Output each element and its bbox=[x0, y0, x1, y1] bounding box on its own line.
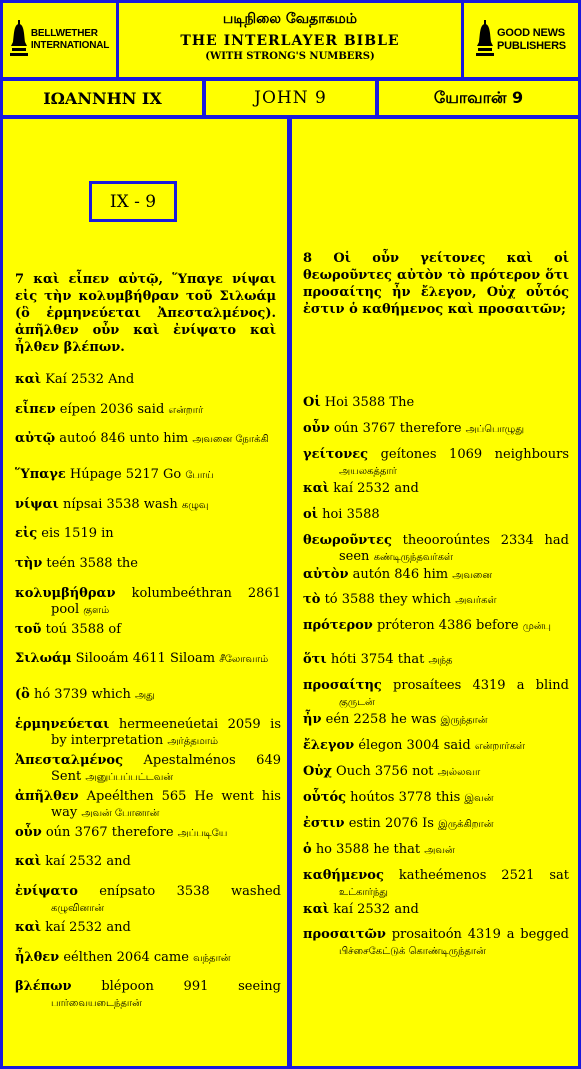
tamil-gloss: குருடன் bbox=[339, 697, 375, 709]
tamil-gloss: இருக்கிறான் bbox=[438, 818, 494, 830]
greek-word: καὶ bbox=[15, 854, 42, 870]
tamil-gloss: அவனை நோக்கி bbox=[192, 434, 269, 446]
tamil-gloss: கழுவு bbox=[181, 499, 209, 511]
greek-word: ἔλεγον bbox=[303, 738, 355, 754]
word-entry bbox=[303, 927, 569, 961]
transliteration-gloss: próteron 4386 before bbox=[376, 618, 519, 634]
word-list bbox=[303, 395, 569, 961]
tamil-gloss: முன்பு bbox=[522, 621, 551, 633]
greek-word: εἶπεν bbox=[15, 401, 56, 417]
word-entry bbox=[303, 712, 569, 738]
bellwether-logo bbox=[3, 3, 116, 77]
tamil-gloss: அயலகத்தார் bbox=[339, 465, 397, 477]
greek-word: ἑρμηνεύεται bbox=[15, 716, 110, 732]
word-entry bbox=[15, 687, 281, 717]
greek-word: αὐτὸν bbox=[303, 566, 349, 582]
word-entry bbox=[15, 884, 281, 920]
bellwether-bell-icon bbox=[10, 20, 28, 60]
tamil-gloss: இருந்தான் bbox=[440, 715, 488, 727]
word-entry bbox=[303, 481, 569, 507]
tamil-gloss: என்றார் bbox=[168, 404, 204, 416]
transliteration-gloss: katheémenos 2521 sat bbox=[398, 867, 569, 883]
word-entry bbox=[303, 652, 569, 678]
bellwether-logo-text bbox=[31, 28, 109, 52]
title-block bbox=[119, 3, 461, 77]
tamil-gloss: அவன் bbox=[424, 844, 455, 856]
greek-word: Ὕπαγε bbox=[15, 467, 66, 483]
word-entry bbox=[303, 842, 569, 868]
transliteration-gloss: Apestalménos 649 Sent bbox=[51, 752, 281, 784]
greek-word: Σιλωάμ bbox=[15, 651, 72, 667]
greek-word: ἀπῆλθεν bbox=[15, 788, 79, 804]
greek-word: ἦλθεν bbox=[15, 949, 60, 965]
greek-word: καὶ bbox=[303, 901, 330, 917]
word-entry bbox=[15, 651, 281, 687]
transliteration-gloss: Hoi 3588 The bbox=[324, 395, 415, 410]
transliteration-gloss: teén 3588 the bbox=[46, 555, 138, 571]
transliteration-gloss: Húpage 5217 Go bbox=[69, 467, 182, 483]
tamil-gloss: அது bbox=[134, 690, 155, 702]
word-entry bbox=[303, 678, 569, 712]
word-entry bbox=[15, 950, 281, 980]
tamil-gloss: அப்படியே bbox=[177, 827, 228, 839]
greek-word: ὁ bbox=[303, 841, 312, 857]
transliteration-gloss: Silooám 4611 Siloam bbox=[75, 651, 216, 667]
word-entry bbox=[15, 854, 281, 884]
greek-word: πρότερον bbox=[303, 618, 373, 634]
good-news-bell-icon bbox=[476, 20, 494, 60]
word-entry bbox=[15, 372, 281, 402]
greek-word: οἱ bbox=[303, 506, 318, 522]
tamil-gloss: அனுப்பப்பட்டவன் bbox=[85, 771, 174, 783]
transliteration-gloss: toú 3588 of bbox=[45, 621, 122, 637]
word-entry bbox=[303, 902, 569, 928]
greek-word: νίψαι bbox=[15, 496, 59, 512]
tamil-gloss: அர்த்தமாம் bbox=[167, 735, 219, 747]
good-news-logo-text bbox=[497, 27, 566, 53]
greek-word: προσαιτῶν bbox=[303, 927, 386, 943]
tamil-gloss: வந்தான் bbox=[193, 952, 231, 964]
transliteration-gloss: Kaí 2532 And bbox=[45, 372, 135, 387]
greek-word: ἐστιν bbox=[303, 815, 345, 831]
book-english: JOHN 9 bbox=[206, 81, 375, 115]
transliteration-gloss: kaí 2532 and bbox=[333, 480, 419, 496]
transliteration-gloss: autón 846 him bbox=[352, 566, 449, 582]
greek-word: οὗτός bbox=[303, 789, 347, 805]
transliteration-gloss: Apeélthen 565 He went his way bbox=[51, 788, 281, 820]
chapter-label: IX - 9 bbox=[89, 181, 177, 222]
title-tamil: படிநிலை வேதாகமம் bbox=[222, 11, 358, 27]
greek-word: καὶ bbox=[15, 919, 42, 935]
logo-line: INTERNATIONAL bbox=[30, 40, 110, 51]
word-entry bbox=[303, 592, 569, 618]
transliteration-gloss: kaí 2532 and bbox=[45, 919, 131, 935]
transliteration-gloss: eípen 2036 said bbox=[59, 401, 165, 417]
logo-line: BELLWETHER bbox=[30, 28, 98, 39]
greek-word: εἰς bbox=[15, 526, 38, 542]
word-entry bbox=[303, 816, 569, 842]
transliteration-gloss: hoi 3588 bbox=[322, 506, 380, 522]
tamil-gloss: என்றார்கள் bbox=[474, 741, 525, 753]
word-entry bbox=[15, 402, 281, 432]
tamil-gloss: அவர்கள் bbox=[455, 595, 497, 607]
logo-line: PUBLISHERS bbox=[497, 40, 566, 52]
transliteration-gloss: enípsato 3538 washed bbox=[99, 883, 281, 899]
transliteration-gloss: geítones 1069 neighbours bbox=[380, 446, 569, 462]
tamil-gloss: போய் bbox=[185, 470, 214, 482]
word-entry bbox=[303, 764, 569, 790]
tamil-gloss: அவன் போனான் bbox=[81, 807, 160, 819]
word-entry bbox=[15, 467, 281, 497]
greek-word: Ἀπεσταλμένος bbox=[15, 752, 123, 768]
greek-word: οὖν bbox=[15, 824, 42, 840]
tamil-gloss: அப்பொழுது bbox=[465, 423, 525, 435]
word-entry bbox=[15, 825, 281, 855]
greek-word: κολυμβήθραν bbox=[15, 585, 116, 601]
word-entry bbox=[303, 507, 569, 533]
word-entry bbox=[15, 586, 281, 622]
transliteration-gloss: oún 3767 therefore bbox=[333, 420, 462, 436]
word-entry bbox=[15, 497, 281, 527]
transliteration-gloss: oún 3767 therefore bbox=[45, 824, 174, 840]
word-entry bbox=[15, 920, 281, 950]
transliteration-gloss: Ouch 3756 not bbox=[336, 764, 434, 780]
word-entry bbox=[303, 790, 569, 816]
verse-text: 8 Οἱ οὖν γείτονες καὶ οἱ θεωροῦντες αὐτὸν τὸ πρότερον ὅτι προσαίτης ἦν ἔλεγον, Οὐχ οὗτός ἐστιν ὁ καθήμενος καὶ προσαιτῶν; bbox=[303, 251, 569, 317]
tamil-gloss: சீலோவாம் bbox=[219, 654, 269, 666]
tamil-gloss: குளம் bbox=[83, 604, 110, 616]
greek-word: οὖν bbox=[303, 420, 330, 436]
greek-word: (ὃ bbox=[15, 687, 30, 703]
greek-word: ἐνίψατο bbox=[15, 883, 78, 899]
greek-word: ἦν bbox=[303, 712, 322, 728]
greek-word: θεωροῦντες bbox=[303, 532, 392, 548]
transliteration-gloss: prosaítees 4319 a blind bbox=[393, 678, 569, 694]
transliteration-gloss: hó 3739 which bbox=[33, 687, 131, 703]
word-entry bbox=[15, 979, 281, 1015]
transliteration-gloss: eén 2258 he was bbox=[325, 712, 437, 728]
transliteration-gloss: tó 3588 they which bbox=[324, 592, 452, 608]
book-greek: ΙΩΑΝΝΗΝ IX bbox=[3, 81, 202, 115]
tamil-gloss: கண்டிருந்தவர்கள் bbox=[373, 551, 454, 563]
greek-word: καὶ bbox=[15, 372, 42, 387]
word-entry bbox=[303, 533, 569, 567]
word-list bbox=[15, 372, 281, 1015]
tamil-gloss: பார்வையடைந்தான் bbox=[51, 998, 142, 1010]
transliteration-gloss: eis 1519 in bbox=[41, 526, 114, 542]
word-entry bbox=[15, 556, 281, 586]
transliteration-gloss: nípsai 3538 wash bbox=[62, 496, 178, 512]
greek-word: ὅτι bbox=[303, 652, 327, 668]
transliteration-gloss: kolumbeéthran 2861 pool bbox=[51, 585, 281, 617]
word-entry bbox=[15, 753, 281, 789]
greek-word: τὴν bbox=[15, 555, 43, 571]
transliteration-gloss: prosaitoón 4319 a begged bbox=[391, 927, 569, 943]
verse-text: 7 καὶ εἶπεν αὐτῷ, Ὕπαγε νίψαι εἰς τὴν κολυμβήθραν τοῦ Σιλωάμ (ὃ ἑρμηνεύεται Ἀπεσταλμένος). ἀπῆλθεν οὖν καὶ ἐνίψατο καὶ ἦλθεν βλέπων. bbox=[15, 272, 276, 355]
word-entry bbox=[303, 868, 569, 902]
good-news-logo bbox=[464, 3, 578, 77]
transliteration-gloss: blépoon 991 seeing bbox=[101, 979, 281, 995]
logo-line: GOOD NEWS bbox=[497, 27, 565, 39]
transliteration-gloss: élegon 3004 said bbox=[358, 738, 471, 754]
word-entry bbox=[15, 526, 281, 556]
tamil-gloss: உட்கார்ந்து bbox=[339, 886, 388, 898]
greek-word: Οἱ bbox=[303, 395, 321, 410]
transliteration-gloss: theooroúntes 2334 had seen bbox=[339, 532, 569, 564]
word-entry bbox=[15, 789, 281, 825]
tamil-gloss: அந்த bbox=[428, 655, 453, 667]
word-entry bbox=[15, 622, 281, 652]
greek-word: αὐτῷ bbox=[15, 431, 56, 447]
tamil-gloss: கழுவினான் bbox=[51, 902, 105, 914]
left-column bbox=[3, 119, 287, 1066]
transliteration-gloss: autoó 846 unto him bbox=[59, 431, 189, 447]
word-entry bbox=[15, 717, 281, 753]
word-entry bbox=[303, 618, 569, 652]
word-entry bbox=[303, 567, 569, 593]
tamil-gloss: பிச்சைகேட்டுக் கொண்டிருந்தான் bbox=[339, 946, 486, 958]
transliteration-gloss: hóti 3754 that bbox=[330, 652, 425, 668]
greek-word: τὸ bbox=[303, 592, 321, 608]
word-entry bbox=[15, 431, 281, 467]
page-subtitle: (WITH STRONG'S NUMBERS) bbox=[205, 51, 375, 62]
greek-word: τοῦ bbox=[15, 621, 42, 637]
word-entry bbox=[303, 395, 569, 421]
greek-word: γείτονες bbox=[303, 446, 369, 462]
transliteration-gloss: ho 3588 he that bbox=[315, 841, 421, 857]
tamil-gloss: அல்லவா bbox=[437, 767, 481, 779]
tamil-gloss: அவனை bbox=[452, 569, 493, 581]
word-entry bbox=[303, 447, 569, 481]
right-column bbox=[292, 119, 578, 1066]
greek-word: βλέπων bbox=[15, 979, 72, 995]
transliteration-gloss: estin 2076 Is bbox=[348, 815, 434, 831]
transliteration-gloss: hermeeneúetai 2059 is by interpretation bbox=[51, 716, 282, 748]
transliteration-gloss: kaí 2532 and bbox=[333, 901, 419, 917]
word-entry bbox=[303, 421, 569, 447]
transliteration-gloss: eélthen 2064 came bbox=[63, 949, 189, 965]
transliteration-gloss: hoútos 3778 this bbox=[350, 789, 461, 805]
greek-word: καθήμενος bbox=[303, 867, 384, 883]
page-title: THE INTERLAYER BIBLE bbox=[180, 33, 400, 49]
greek-word: καὶ bbox=[303, 480, 330, 496]
word-entry bbox=[303, 738, 569, 764]
book-tamil: யோவான் 9 bbox=[379, 81, 578, 115]
transliteration-gloss: kaí 2532 and bbox=[45, 854, 131, 870]
tamil-gloss: இவன் bbox=[464, 792, 494, 804]
greek-word: Οὐχ bbox=[303, 764, 332, 780]
greek-word: προσαίτης bbox=[303, 678, 382, 694]
